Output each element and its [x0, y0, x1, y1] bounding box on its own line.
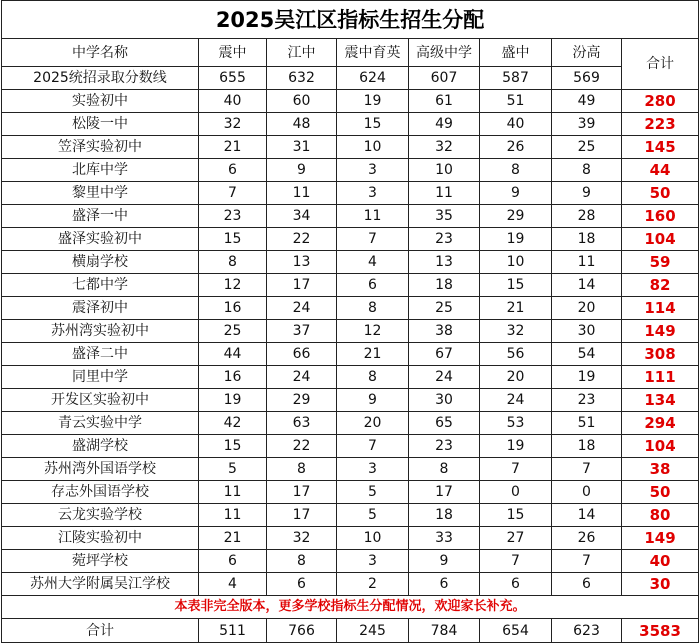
school-name: 实验初中	[2, 90, 199, 113]
quota-cell: 25	[409, 297, 480, 320]
table-row	[2, 90, 699, 113]
school-name: 苏州大学附属吴江学校	[2, 573, 199, 596]
quota-cell: 32	[409, 136, 480, 159]
quota-cell: 7	[480, 550, 552, 573]
quota-cell: 8	[409, 458, 480, 481]
quota-cell: 30	[552, 320, 622, 343]
quota-cell: 15	[480, 504, 552, 527]
quota-cell: 8	[267, 550, 337, 573]
score-cell: 587	[480, 67, 552, 90]
quota-cell: 6	[480, 573, 552, 596]
quota-cell: 6	[199, 159, 267, 182]
quota-cell: 5	[337, 481, 409, 504]
table-row	[2, 412, 699, 435]
page-title: 2025吴江区指标生招生分配	[2, 1, 699, 39]
sum-cell: 766	[267, 619, 337, 643]
row-total: 149	[622, 320, 699, 343]
name-column-header: 中学名称	[2, 39, 199, 67]
quota-cell: 15	[337, 113, 409, 136]
table-row	[2, 550, 699, 573]
quota-cell: 33	[409, 527, 480, 550]
table-row	[2, 366, 699, 389]
quota-cell: 3	[337, 458, 409, 481]
quota-cell: 31	[267, 136, 337, 159]
sum-label: 合计	[2, 619, 199, 643]
quota-cell: 7	[552, 550, 622, 573]
quota-cell: 3	[337, 159, 409, 182]
quota-cell: 23	[409, 435, 480, 458]
row-total: 59	[622, 251, 699, 274]
quota-cell: 29	[480, 205, 552, 228]
column-header: 震中	[199, 39, 267, 67]
quota-cell: 6	[199, 550, 267, 573]
quota-cell: 51	[552, 412, 622, 435]
score-cell: 632	[267, 67, 337, 90]
table-row	[2, 435, 699, 458]
quota-cell: 24	[267, 366, 337, 389]
row-total: 280	[622, 90, 699, 113]
quota-cell: 12	[337, 320, 409, 343]
quota-cell: 4	[199, 573, 267, 596]
row-total: 80	[622, 504, 699, 527]
quota-cell: 8	[199, 251, 267, 274]
score-cell: 607	[409, 67, 480, 90]
quota-cell: 51	[480, 90, 552, 113]
quota-cell: 11	[337, 205, 409, 228]
sum-cell: 511	[199, 619, 267, 643]
quota-cell: 60	[267, 90, 337, 113]
quota-cell: 63	[267, 412, 337, 435]
quota-cell: 65	[409, 412, 480, 435]
quota-cell: 15	[199, 228, 267, 251]
quota-cell: 4	[337, 251, 409, 274]
quota-cell: 44	[199, 343, 267, 366]
quota-cell: 17	[267, 504, 337, 527]
column-header: 汾高	[552, 39, 622, 67]
quota-cell: 12	[199, 274, 267, 297]
quota-cell: 56	[480, 343, 552, 366]
quota-cell: 20	[337, 412, 409, 435]
quota-cell: 29	[267, 389, 337, 412]
quota-cell: 11	[199, 504, 267, 527]
school-name: 七都中学	[2, 274, 199, 297]
quota-cell: 10	[337, 136, 409, 159]
quota-cell: 7	[337, 435, 409, 458]
quota-cell: 18	[409, 274, 480, 297]
table-row	[2, 274, 699, 297]
quota-cell: 13	[409, 251, 480, 274]
row-total: 104	[622, 228, 699, 251]
row-total: 111	[622, 366, 699, 389]
quota-cell: 11	[552, 251, 622, 274]
row-total: 30	[622, 573, 699, 596]
quota-cell: 28	[552, 205, 622, 228]
score-line-label: 2025统招录取分数线	[2, 67, 199, 90]
row-total: 50	[622, 481, 699, 504]
table-row	[2, 504, 699, 527]
quota-cell: 10	[337, 527, 409, 550]
quota-cell: 0	[552, 481, 622, 504]
quota-cell: 16	[199, 297, 267, 320]
quota-cell: 6	[552, 573, 622, 596]
quota-cell: 38	[409, 320, 480, 343]
quota-cell: 19	[337, 90, 409, 113]
quota-cell: 24	[480, 389, 552, 412]
quota-cell: 11	[267, 182, 337, 205]
quota-cell: 19	[480, 228, 552, 251]
quota-cell: 23	[552, 389, 622, 412]
quota-cell: 18	[552, 228, 622, 251]
quota-cell: 35	[409, 205, 480, 228]
quota-cell: 11	[199, 481, 267, 504]
row-total: 223	[622, 113, 699, 136]
sum-cell: 623	[552, 619, 622, 643]
quota-cell: 32	[267, 527, 337, 550]
total-column-header: 合计	[622, 39, 699, 90]
quota-cell: 10	[409, 159, 480, 182]
quota-cell: 8	[267, 458, 337, 481]
quota-cell: 32	[480, 320, 552, 343]
table-row	[2, 182, 699, 205]
quota-cell: 10	[480, 251, 552, 274]
school-name: 震泽初中	[2, 297, 199, 320]
school-name: 菀坪学校	[2, 550, 199, 573]
quota-cell: 6	[267, 573, 337, 596]
school-name: 松陵一中	[2, 113, 199, 136]
quota-cell: 8	[480, 159, 552, 182]
quota-cell: 61	[409, 90, 480, 113]
quota-cell: 20	[552, 297, 622, 320]
table-row	[2, 297, 699, 320]
sum-cell: 784	[409, 619, 480, 643]
school-name: 存志外国语学校	[2, 481, 199, 504]
score-cell: 569	[552, 67, 622, 90]
quota-cell: 26	[552, 527, 622, 550]
row-total: 82	[622, 274, 699, 297]
table-row	[2, 320, 699, 343]
column-header: 盛中	[480, 39, 552, 67]
row-total: 44	[622, 159, 699, 182]
quota-cell: 7	[199, 182, 267, 205]
quota-cell: 40	[480, 113, 552, 136]
table-row	[2, 527, 699, 550]
school-name: 黎里中学	[2, 182, 199, 205]
quota-cell: 23	[199, 205, 267, 228]
table-row	[2, 113, 699, 136]
quota-cell: 9	[409, 550, 480, 573]
school-name: 苏州湾实验初中	[2, 320, 199, 343]
quota-cell: 42	[199, 412, 267, 435]
row-total: 50	[622, 182, 699, 205]
quota-cell: 25	[199, 320, 267, 343]
quota-cell: 21	[199, 136, 267, 159]
quota-cell: 13	[267, 251, 337, 274]
row-total: 104	[622, 435, 699, 458]
quota-cell: 27	[480, 527, 552, 550]
row-total: 38	[622, 458, 699, 481]
quota-cell: 30	[409, 389, 480, 412]
quota-cell: 17	[409, 481, 480, 504]
quota-cell: 21	[480, 297, 552, 320]
table-row	[2, 251, 699, 274]
quota-cell: 14	[552, 504, 622, 527]
quota-cell: 8	[552, 159, 622, 182]
quota-cell: 17	[267, 481, 337, 504]
row-total: 145	[622, 136, 699, 159]
quota-cell: 26	[480, 136, 552, 159]
note-row	[2, 596, 699, 619]
quota-cell: 16	[199, 366, 267, 389]
quota-cell: 9	[552, 182, 622, 205]
quota-cell: 3	[337, 182, 409, 205]
quota-cell: 54	[552, 343, 622, 366]
quota-cell: 40	[199, 90, 267, 113]
quota-cell: 21	[199, 527, 267, 550]
quota-cell: 49	[552, 90, 622, 113]
quota-cell: 6	[409, 573, 480, 596]
school-name: 青云实验中学	[2, 412, 199, 435]
quota-cell: 7	[552, 458, 622, 481]
quota-cell: 9	[337, 389, 409, 412]
row-total: 114	[622, 297, 699, 320]
quota-cell: 0	[480, 481, 552, 504]
table-row	[2, 205, 699, 228]
column-header: 江中	[267, 39, 337, 67]
quota-cell: 25	[552, 136, 622, 159]
footnote: 本表非完全版本，更多学校指标生分配情况，欢迎家长补充。	[2, 596, 699, 619]
column-header: 高级中学	[409, 39, 480, 67]
quota-cell: 18	[409, 504, 480, 527]
quota-cell: 19	[199, 389, 267, 412]
quota-cell: 15	[199, 435, 267, 458]
row-total: 160	[622, 205, 699, 228]
row-total: 40	[622, 550, 699, 573]
quota-cell: 8	[337, 297, 409, 320]
quota-cell: 48	[267, 113, 337, 136]
sum-cell: 654	[480, 619, 552, 643]
sum-row	[2, 619, 699, 643]
table-row	[2, 573, 699, 596]
school-name: 云龙实验学校	[2, 504, 199, 527]
quota-cell: 22	[267, 435, 337, 458]
score-cell: 624	[337, 67, 409, 90]
score-cell: 655	[199, 67, 267, 90]
quota-cell: 7	[337, 228, 409, 251]
grand-total: 3583	[622, 619, 699, 643]
quota-cell: 7	[480, 458, 552, 481]
row-total: 134	[622, 389, 699, 412]
quota-cell: 24	[409, 366, 480, 389]
table-row	[2, 481, 699, 504]
row-total: 149	[622, 527, 699, 550]
column-header: 震中育英	[337, 39, 409, 67]
quota-cell: 9	[267, 159, 337, 182]
quota-cell: 67	[409, 343, 480, 366]
school-name: 盛泽实验初中	[2, 228, 199, 251]
quota-cell: 14	[552, 274, 622, 297]
row-total: 308	[622, 343, 699, 366]
table-row	[2, 136, 699, 159]
quota-cell: 34	[267, 205, 337, 228]
school-name: 同里中学	[2, 366, 199, 389]
school-name: 盛湖学校	[2, 435, 199, 458]
school-name: 苏州湾外国语学校	[2, 458, 199, 481]
school-name: 盛泽二中	[2, 343, 199, 366]
quota-cell: 17	[267, 274, 337, 297]
quota-cell: 15	[480, 274, 552, 297]
quota-cell: 37	[267, 320, 337, 343]
school-name: 盛泽一中	[2, 205, 199, 228]
quota-cell: 6	[337, 274, 409, 297]
quota-cell: 5	[337, 504, 409, 527]
table-row	[2, 389, 699, 412]
quota-cell: 20	[480, 366, 552, 389]
table-row	[2, 159, 699, 182]
quota-cell: 5	[199, 458, 267, 481]
school-name: 北库中学	[2, 159, 199, 182]
quota-cell: 24	[267, 297, 337, 320]
quota-cell: 53	[480, 412, 552, 435]
quota-cell: 23	[409, 228, 480, 251]
quota-cell: 22	[267, 228, 337, 251]
quota-cell: 49	[409, 113, 480, 136]
quota-cell: 11	[409, 182, 480, 205]
table-row	[2, 343, 699, 366]
quota-cell: 19	[552, 366, 622, 389]
quota-cell: 66	[267, 343, 337, 366]
allocation-table	[1, 0, 699, 643]
school-name: 横扇学校	[2, 251, 199, 274]
school-name: 江陵实验初中	[2, 527, 199, 550]
school-name: 开发区实验初中	[2, 389, 199, 412]
quota-cell: 9	[480, 182, 552, 205]
quota-cell: 39	[552, 113, 622, 136]
quota-cell: 3	[337, 550, 409, 573]
quota-cell: 32	[199, 113, 267, 136]
table-row	[2, 458, 699, 481]
quota-cell: 21	[337, 343, 409, 366]
table-row	[2, 228, 699, 251]
quota-cell: 8	[337, 366, 409, 389]
row-total: 294	[622, 412, 699, 435]
quota-cell: 2	[337, 573, 409, 596]
quota-cell: 18	[552, 435, 622, 458]
school-name: 笠泽实验初中	[2, 136, 199, 159]
sum-cell: 245	[337, 619, 409, 643]
quota-cell: 19	[480, 435, 552, 458]
